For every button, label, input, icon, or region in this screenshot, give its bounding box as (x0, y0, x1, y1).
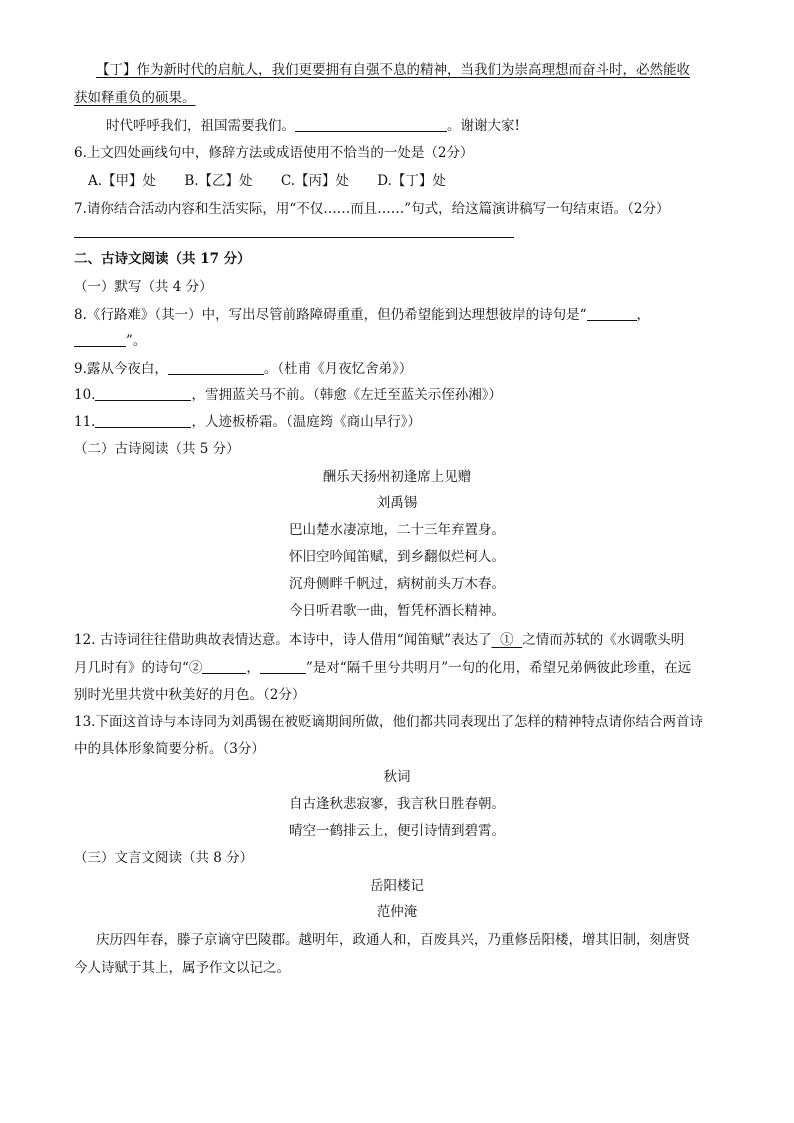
closing-text: 时代呼呼我们，祖国需要我们。 (106, 118, 295, 134)
q12-a: 12. 古诗词往往借助典故表情达意。本诗中，诗人借用“闻笛赋”表达了 (74, 632, 492, 648)
q10-after: ，雪拥蓝关马不前。（韩愈《左迁至蓝关示侄孙湘》） (191, 387, 502, 403)
q8-comma: ， (636, 307, 651, 323)
poem1-title: 酬乐天扬州初逢席上见赠 (322, 469, 472, 485)
q8-line2 (74, 332, 146, 350)
para-ding-line2: 获如释重负的硕果。 (74, 90, 196, 106)
poem2-line: 自古逢秋悲寂寥，我言秋日胜春朝。 (289, 796, 505, 812)
q6-option-b[interactable]: B.【乙】处 (184, 173, 253, 189)
q11-blank[interactable] (95, 413, 191, 428)
q8-end: ”。 (126, 333, 147, 349)
q9-after: 。（杜甫《月夜忆舍弟》） (263, 361, 413, 377)
poem1-line: 怀旧空吟闻笛赋，到乡翻似烂柯人。 (289, 549, 505, 565)
closing-answer-blank[interactable] (295, 117, 447, 132)
q11-before: 11. (74, 414, 96, 430)
essay-title: 岳阳楼记 (370, 878, 424, 894)
q13-line1: 13.下面这首诗与本诗同为刘禹锡在被贬谪期间所做，他们都共同表现出了怎样的精神特点请你结合两首诗 (74, 714, 703, 730)
q6-option-c[interactable]: C.【丙】处 (280, 173, 349, 189)
essay-line1: 庆历四年春，滕子京谪守巴陵郡。越明年，政通人和，百废具兴，乃重修岳阳楼，增其旧制，刻唐贤 (96, 932, 690, 948)
part3-title: （三）文言文阅读（共 8 分） (74, 850, 254, 866)
q12-line1 (74, 631, 684, 649)
para-ding-line1: 【丁】作为新时代的启航人，我们更要拥有自强不息的精神，当我们为崇高理想而奋斗时，必然能收 (96, 62, 690, 78)
q10-line (74, 386, 502, 404)
q13-line2: 中的具体形象简要分析。（3分） (74, 741, 265, 757)
q9-before: 9.露从今夜白， (74, 361, 168, 377)
part2-title: （二）古诗阅读（共 5 分） (74, 441, 240, 457)
q12-line3: 别时光里共赏中秋美好的月色。（2分） (74, 687, 306, 703)
q12-circle-1: ① (500, 632, 514, 648)
q12-blank-2[interactable] (202, 659, 246, 674)
q12-blank-1[interactable] (492, 632, 523, 648)
q7-answer-line[interactable] (74, 237, 514, 238)
q8-line1 (74, 306, 650, 324)
essay-author: 范仲淹 (376, 904, 418, 920)
q10-blank[interactable] (95, 386, 191, 401)
q12-c: 月几时有》的诗句“② (74, 660, 203, 676)
poem1-line: 巴山楚水凄凉地，二十三年弃置身。 (289, 522, 505, 538)
q6-options (88, 172, 446, 190)
q10-before: 10. (74, 387, 96, 403)
closing-thanks: 。谢谢大家! (447, 118, 520, 134)
q6-stem: 6.上文四处画线句中，修辞方法或成语使用不恰当的一处是（2分） (74, 145, 474, 161)
section2-title: 二、古诗文阅读（共 17 分） (74, 251, 251, 267)
part1-title: （一）默写（共 4 分） (74, 279, 213, 295)
poem2-title: 秋词 (383, 769, 411, 785)
q9-blank[interactable] (168, 360, 264, 375)
poem1-line: 沉舟侧畔千帆过，病树前头万木春。 (289, 576, 505, 592)
q11-line (74, 413, 421, 431)
q12-b: 之情而苏轼的《水调歌头明 (522, 632, 685, 648)
closing-line (106, 117, 520, 135)
q11-after: ，人迹板桥霜。（温庭筠《商山早行》） (191, 414, 421, 430)
q8-blank-2[interactable] (74, 332, 126, 347)
poem2-line: 晴空一鹤排云上，便引诗情到碧霄。 (289, 823, 505, 839)
q12-d: ”是对“隔千里兮共明月”一句的化用，希望兄弟俩彼此珍重，在远 (305, 660, 692, 676)
poem1-author: 刘禹锡 (376, 495, 418, 511)
q6-option-d[interactable]: D.【丁】处 (377, 173, 446, 189)
q12-line2 (74, 659, 691, 677)
poem1-line: 今日听君歌一曲，暂凭杯酒长精神。 (289, 603, 505, 619)
q8-blank-1[interactable] (587, 306, 637, 321)
q8-stem: 8.《行路难》（其一）中，写出尽管前路障碍重重，但仍希望能到达理想彼岸的诗句是“ (74, 307, 587, 323)
q9-line (74, 360, 412, 378)
q7-stem: 7.请你结合活动内容和生活实际，用“不仅……而且……”句式，给这篇演讲稿写一句结束语。（2分） (74, 201, 670, 217)
q12-blank-3[interactable] (260, 659, 306, 674)
q12-comma: ， (246, 660, 260, 676)
q6-option-a[interactable]: A.【甲】处 (88, 173, 157, 189)
essay-line2: 今人诗赋于其上，属予作文以记之。 (74, 960, 290, 976)
